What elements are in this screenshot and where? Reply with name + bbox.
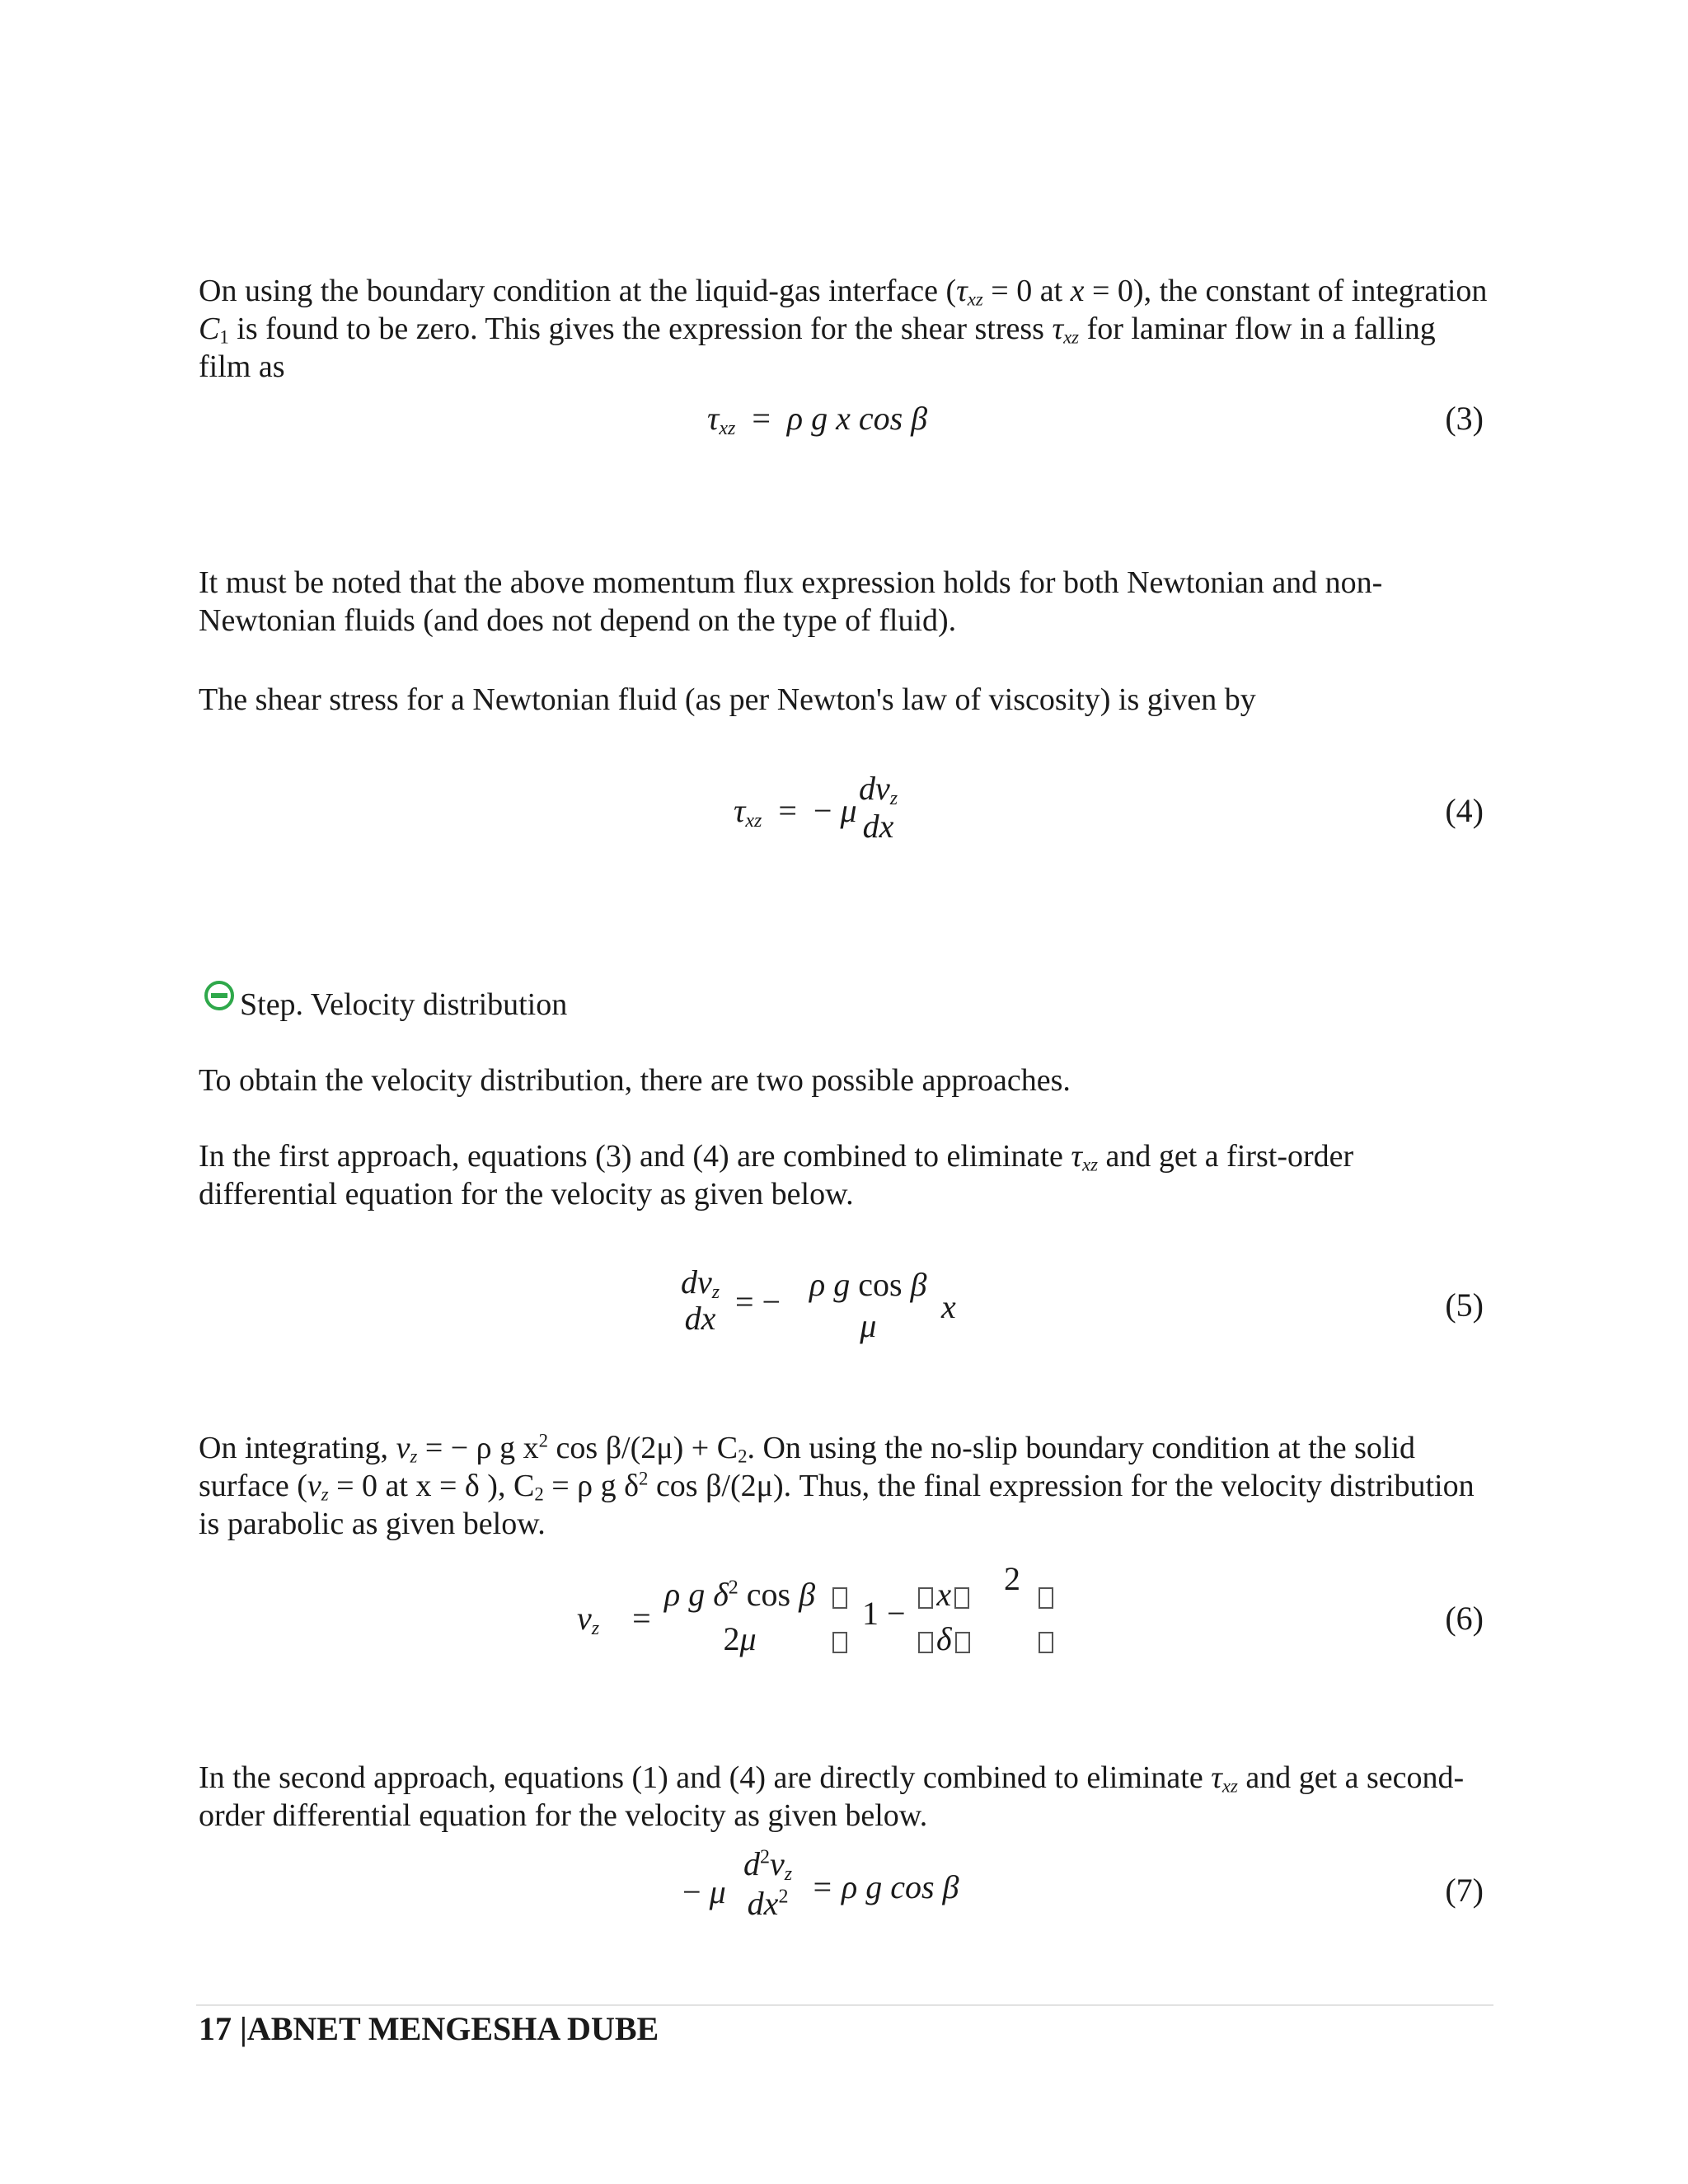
equation-6-number: (6) — [1445, 1600, 1484, 1637]
equation-6-right-bracket — [1035, 1572, 1057, 1661]
paragraph-second-approach: In the second approach, equations (1) and (4) are directly combined to eliminate $\tau_{xz}$ and get a second-order differential equation for the velocity as given below. — [199, 1760, 1465, 1833]
equation-4-fraction: $dv_z$ dx — [859, 770, 898, 845]
paragraph-first-approach: In the first approach, equations (3) and (4) are combined to eliminate $\tau_{xz}$ and get a first-order differential equation for the velocity as given below. — [199, 1139, 1354, 1212]
paragraph-newtonian-shear: The shear stress for a Newtonian fluid (as per Newton's law of viscosity) is given by — [199, 682, 1256, 717]
equation-6-lhs: $v_z$ = — [577, 1600, 651, 1639]
footer-divider — [196, 2004, 1493, 2006]
equation-5-x: x — [941, 1288, 956, 1325]
equation-5-lhs: $dv_z$ dx — [681, 1263, 720, 1337]
equation-3: $\tau_{xz} = \rho$ g x cos β — [707, 400, 928, 439]
equation-5-equals: = − — [735, 1283, 781, 1320]
paragraph-boundary-condition: On using the boundary condition at the liquid-gas interface ($\tau_{xz} = 0$ at x = 0), the constant of integration $C_1$ is found to be zero. This gives the expression for the shear stress $\tau_{xz}$ for laminar flow in a falling film as — [199, 274, 1488, 384]
equation-6-exponent: 2 — [1004, 1560, 1020, 1597]
paragraph-momentum-flux: It must be noted that the above momentum flux expression holds for both Newtonian and non-Newtonian fluids (and does not depend on the type of fluid). — [199, 565, 1383, 638]
page-footer: 17 |ABNET MENGESHA DUBE — [199, 2010, 659, 2047]
equation-3-number: (3) — [1445, 400, 1484, 437]
equation-6-fraction: ρ g $\delta^2$ cos β 2μ — [664, 1576, 816, 1657]
equation-7-number: (7) — [1445, 1872, 1484, 1909]
equation-7-fraction: $d^2v_z$ $dx^2$ — [743, 1845, 793, 1922]
equation-4: $\tau_{xz}$ = − μ — [734, 792, 857, 832]
equation-6-left-bracket — [829, 1572, 851, 1661]
paragraph-integration: On integrating, $v_z$ = − ρ g $x^2$ $\cos \beta/(2\mu) + C_2$. On using the no-slip boundary condition at the solid surface ($v_z = 0$ at x = δ ), $C_2 = \rho$ g $\delta^2$ cos β/(2μ). Thus, the final expression for the velocity distribution is parabolic as given below. — [199, 1430, 1475, 1541]
equation-6-ratio: x δ — [915, 1572, 973, 1661]
equation-4-number: (4) — [1445, 792, 1484, 829]
equation-5-fraction: ρ g cos β μ — [809, 1266, 927, 1344]
paragraph-two-approaches: To obtain the velocity distribution, there are two possible approaches. — [199, 1063, 1071, 1098]
equation-5-number: (5) — [1445, 1286, 1484, 1324]
step-heading: Step. Velocity distribution — [240, 987, 568, 1022]
collapse-minus-icon[interactable] — [203, 979, 236, 1012]
equation-7-rhs: = ρ g cos β — [811, 1868, 959, 1905]
equation-7-lhs: − μ — [682, 1873, 726, 1910]
equation-6-one-minus: 1 − — [862, 1595, 906, 1632]
